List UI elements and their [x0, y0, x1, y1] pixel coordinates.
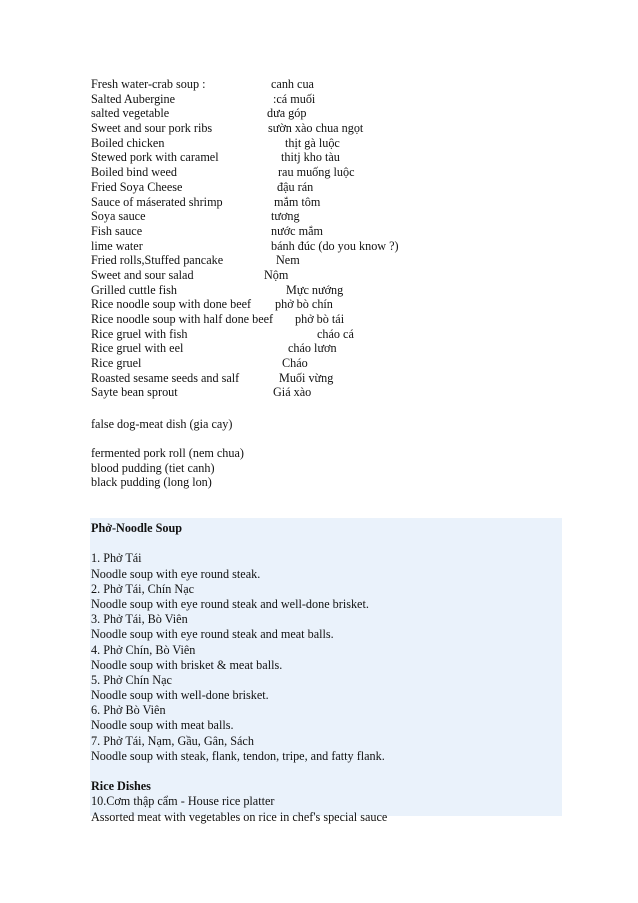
vocab-english: Rice gruel with fish [91, 326, 188, 341]
vocab-row [91, 224, 561, 239]
vocab-vietnamese: cháo cá [317, 326, 354, 341]
vocabulary-list [91, 77, 561, 400]
vocab-row [91, 150, 561, 165]
vocab-english: salted vegetable [91, 106, 170, 121]
vocab-english: Stewed pork with caramel [91, 150, 219, 165]
menu-item-name: 1. Phở Tái [91, 551, 142, 566]
menu-item-desc: Assorted meat with vegetables on rice in chef's special sauce [91, 809, 388, 824]
vocab-english: Sayte bean sprout [91, 385, 178, 400]
note-line: blood pudding (tiet canh) [91, 460, 215, 475]
vocab-row [91, 165, 561, 180]
note-line: black pudding (long lon) [91, 475, 212, 490]
vocab-vietnamese: canh cua [271, 77, 314, 91]
menu-item-desc: Noodle soup with eye round steak and meat balls. [91, 627, 334, 642]
menu-item-desc: Noodle soup with eye round steak. [91, 566, 261, 581]
vocab-vietnamese: Mực nướng [286, 282, 344, 297]
vocab-vietnamese: cháo lươn [288, 341, 337, 356]
vocab-english: Sauce of máserated shrimp [91, 194, 223, 209]
vocab-english: Fried rolls,Stuffed pancake [91, 253, 224, 268]
vocab-row [91, 253, 561, 268]
vocab-vietnamese: thitj kho tàu [281, 150, 340, 165]
menu-item-desc: Noodle soup with steak, flank, tendon, tripe, and fatty flank. [91, 748, 385, 763]
vocab-english: Rice noodle soup with done beef [91, 297, 252, 312]
vocab-row [91, 209, 561, 224]
vocab-vietnamese: phở bò tái [295, 312, 345, 326]
vocab-english: Fried Soya Cheese [91, 179, 183, 194]
vocab-row [91, 106, 561, 121]
vocab-english: Salted Aubergine [91, 91, 176, 106]
vocab-vietnamese: đậu rán [277, 179, 314, 194]
vocab-vietnamese: nước mắm [271, 223, 323, 238]
menu-item-desc: Noodle soup with eye round steak and well-done brisket. [91, 596, 369, 611]
vocab-row [91, 341, 561, 356]
vocab-row [91, 121, 561, 136]
menu-item-name: 7. Phở Tái, Nạm, Gầu, Gân, Sách [91, 733, 254, 748]
vocab-row [91, 239, 561, 254]
vocab-vietnamese: thịt gà luộc [285, 135, 340, 150]
menu-item-desc: Noodle soup with well-done brisket. [91, 688, 269, 703]
vocab-row [91, 297, 561, 312]
vocab-vietnamese: sườn xào chua ngọt [268, 121, 364, 136]
vocab-english: Rice gruel [91, 356, 142, 371]
vocab-row [91, 356, 561, 371]
vocab-english: Rice gruel with eel [91, 341, 184, 356]
vocab-row [91, 92, 561, 107]
vocab-english: Soya sauce [91, 209, 146, 224]
vocab-vietnamese: Muối vừng [279, 370, 334, 385]
vocab-row [91, 180, 561, 195]
vocab-english: Fish sauce [91, 223, 143, 238]
vocab-row [91, 312, 561, 327]
vocab-english: Sweet and sour salad [91, 267, 194, 282]
vocab-vietnamese: Nem [276, 253, 300, 268]
vocab-row [91, 195, 561, 210]
vocab-english: Roasted sesame seeds and salf [91, 370, 240, 385]
vocab-vietnamese: mắm tôm [274, 194, 321, 209]
vocab-row [91, 327, 561, 342]
vocab-vietnamese: bánh đúc (do you know ?) [271, 238, 399, 253]
note-line: false dog-meat dish (gia cay) [91, 417, 233, 431]
vocab-row [91, 371, 561, 386]
vocab-english: Sweet and sour pork ribs [91, 121, 213, 136]
menu-item-name: 6. Phở Bò Viên [91, 703, 166, 718]
rice-heading: Rice Dishes [91, 779, 151, 794]
vocab-vietnamese: Nộm [264, 267, 289, 282]
vocab-row [91, 283, 561, 298]
notes-section [91, 417, 561, 490]
vocab-vietnamese: phở bò chín [275, 297, 333, 312]
vocab-vietnamese: Giá xào [273, 385, 312, 400]
vocab-row [91, 77, 561, 92]
vocab-row [91, 136, 561, 151]
menu-item-name: 2. Phở Tái, Chín Nạc [91, 581, 195, 596]
vocab-english: Rice noodle soup with half done beef [91, 312, 274, 326]
vocab-english: Boiled chicken [91, 135, 165, 150]
vocab-english: Grilled cuttle fish [91, 282, 177, 297]
vocab-vietnamese: dưa góp [267, 106, 307, 121]
menu-item-name: 10.Cơm thập cẩm - House rice platter [91, 794, 275, 809]
vocab-vietnamese: tương [271, 209, 300, 224]
vocab-english: Fresh water-crab soup : [91, 77, 206, 91]
note-line: fermented pork roll (nem chua) [91, 446, 244, 461]
pho-heading: Phở-Noodle Soup [91, 521, 183, 535]
menu-panel [90, 518, 562, 824]
vocab-row [91, 385, 561, 400]
vocab-vietnamese: Cháo [282, 356, 308, 371]
menu-item-desc: Noodle soup with brisket & meat balls. [91, 657, 283, 672]
menu-item-name: 4. Phở Chín, Bò Viên [91, 642, 196, 657]
vocab-row [91, 268, 561, 283]
vocab-english: lime water [91, 238, 143, 253]
menu-item-name: 3. Phở Tái, Bò Viên [91, 612, 188, 627]
vocab-vietnamese: rau muống luộc [278, 165, 355, 180]
menu-item-desc: Noodle soup with meat balls. [91, 718, 234, 733]
vocab-english: Boiled bind weed [91, 165, 177, 180]
menu-item-name: 5. Phở Chín Nạc [91, 672, 172, 687]
vocab-vietnamese: :cá muối [273, 91, 316, 106]
